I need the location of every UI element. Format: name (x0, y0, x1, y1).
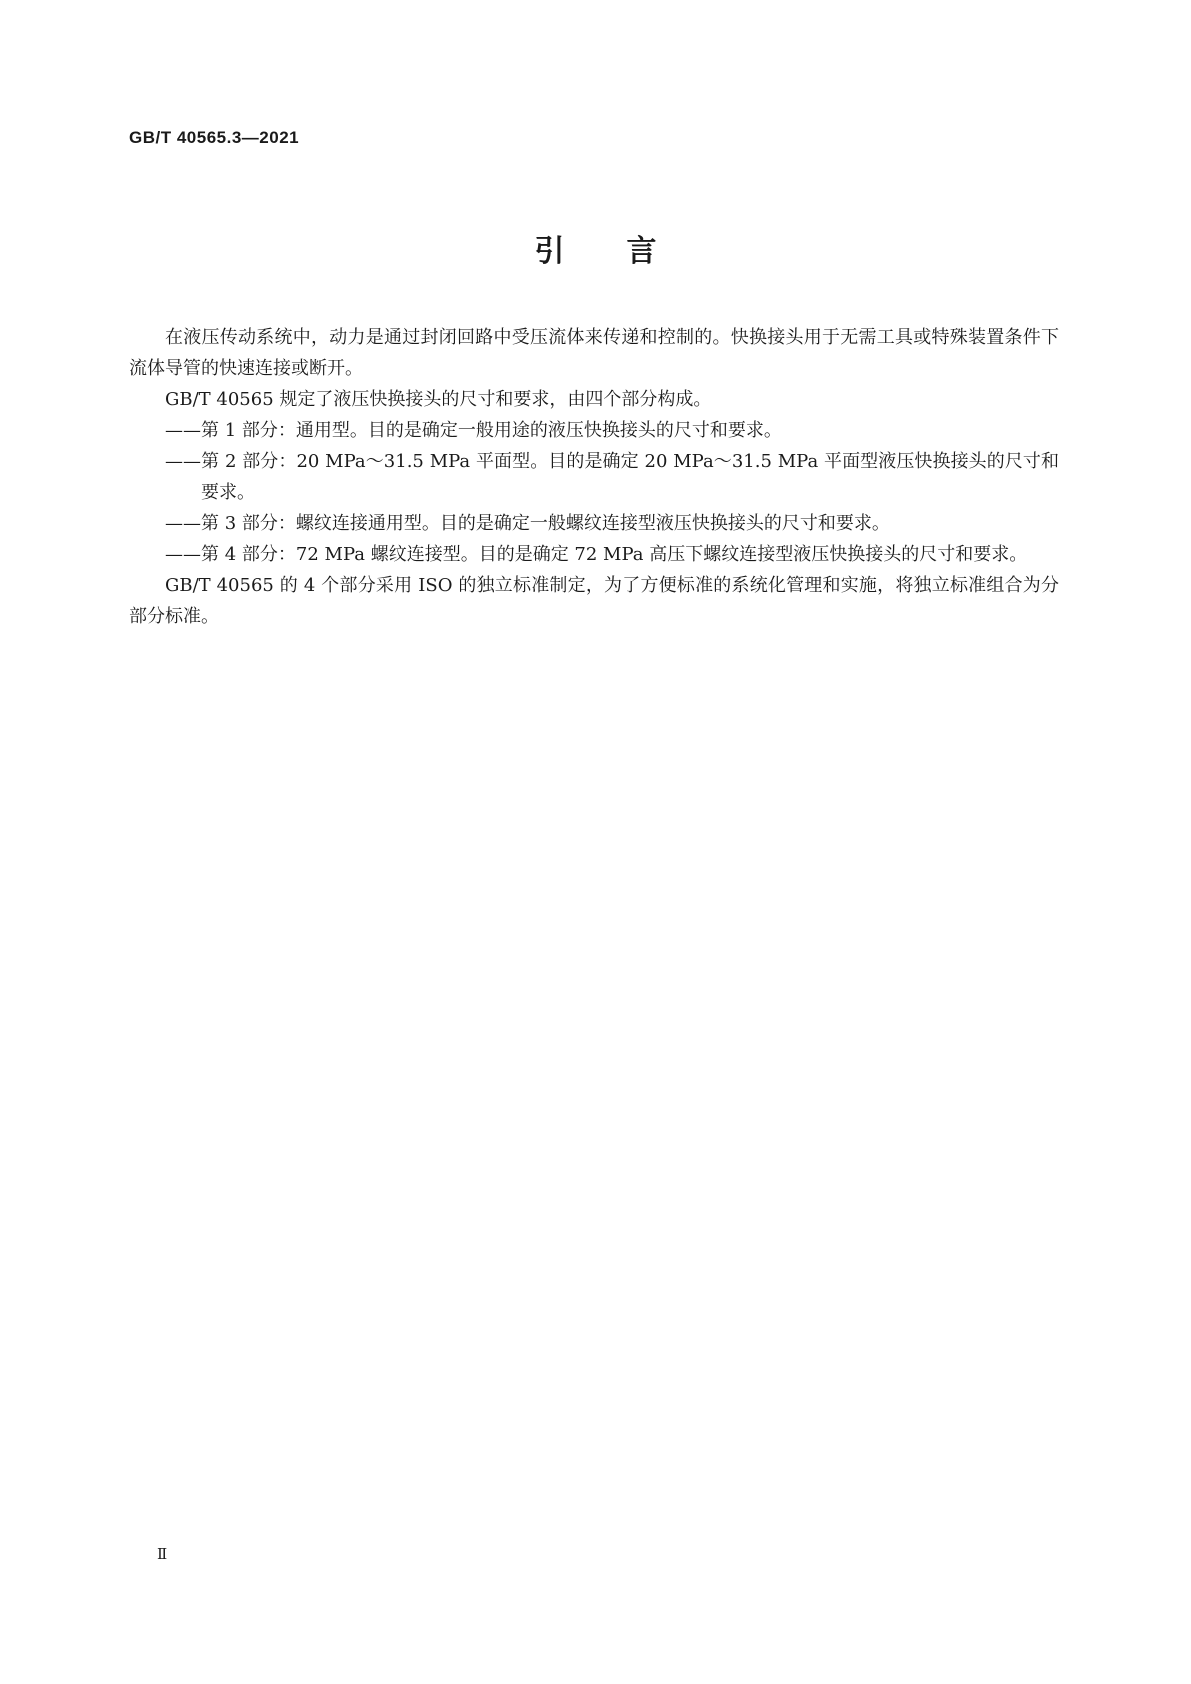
list-item-text: 第 1 部分：通用型。目的是确定一般用途的液压快换接头的尺寸和要求。 (201, 420, 782, 441)
standard-number: GB/T 40565.3—2021 (129, 128, 300, 147)
list-item-part-4 (129, 539, 1059, 570)
page-number: Ⅱ (157, 1545, 168, 1563)
intro-paragraph-2: GB/T 40565 规定了液压快换接头的尺寸和要求，由四个部分构成。 (165, 389, 712, 410)
list-item-part-1 (129, 415, 1059, 446)
list-item-text: 第 4 部分：72 MPa 螺纹连接型。目的是确定 72 MPa 高压下螺纹连接型液压快换接头的尺寸和要求。 (201, 544, 1028, 565)
list-item-text: 第 2 部分：20 MPa～31.5 MPa 平面型。目的是确定 20 MPa～31.5 MPa 平面型液压快换接头的尺寸和要求。 (201, 451, 1059, 503)
closing-paragraph: GB/T 40565 的 4 个部分采用 ISO 的独立标准制定，为了方便标准的系统化管理和实施，将独立标准组合为分部分标准。 (129, 575, 1059, 627)
intro-paragraph-1: 在液压传动系统中，动力是通过封闭回路中受压流体来传递和控制的。快换接头用于无需工具或特殊装置条件下流体导管的快速连接或断开。 (129, 327, 1059, 379)
list-marker: —— (165, 544, 201, 565)
list-marker: —— (165, 513, 201, 534)
document-body (129, 322, 1059, 632)
list-marker: —— (165, 451, 201, 472)
page-title: 引言 (534, 234, 719, 269)
list-item-part-3 (129, 508, 1059, 539)
list-marker: —— (165, 420, 201, 441)
list-item-text: 第 3 部分：螺纹连接通用型。目的是确定一般螺纹连接型液压快换接头的尺寸和要求。 (201, 513, 890, 534)
list-item-part-2 (129, 446, 1059, 508)
